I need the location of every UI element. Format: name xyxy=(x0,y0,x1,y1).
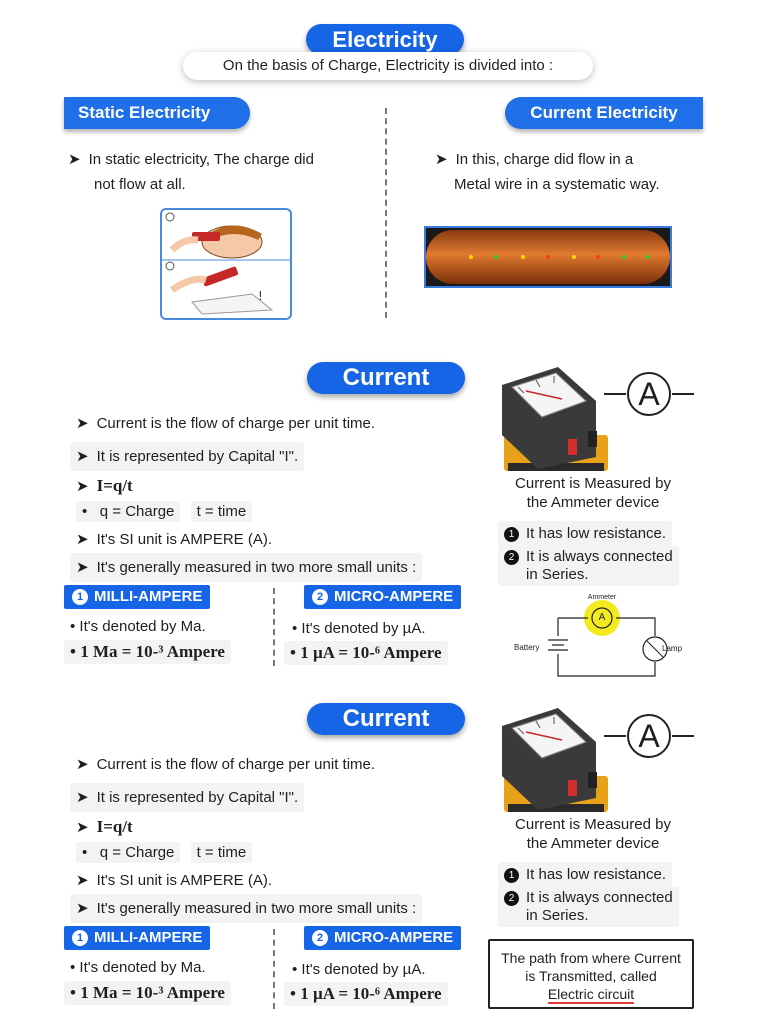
circuit-note-line3: Electric circuit xyxy=(547,986,635,1002)
circuit-note-line1: The path from where Current xyxy=(501,950,681,966)
bullet-flow-2: ➤ Current is the flow of charge per unit time. xyxy=(76,752,375,777)
ammeter-caption-line2: the Ammeter device xyxy=(526,835,660,852)
current-title-2: Current xyxy=(307,703,465,735)
static-desc-line1: ➤ In static electricity, The charge did xyxy=(68,147,368,172)
static-desc xyxy=(68,147,368,197)
circuit-note-line2: is Transmitted, called xyxy=(525,968,657,984)
micro-formula-2: • 1 µA = 10-⁶ Ampere xyxy=(284,982,448,1006)
time-def-1: t = time xyxy=(191,501,253,522)
static-electricity-tab: Static Electricity xyxy=(64,97,250,129)
bullet-small-units-1: ➤ It's generally measured in two more small units : xyxy=(70,553,422,582)
number-two-marker: 2 xyxy=(312,589,328,605)
bullet-small-units-2: ➤ It's generally measured in two more small units : xyxy=(70,894,422,923)
ammeter-caption-2 xyxy=(497,815,689,853)
circuit-lamp-label: Lamp xyxy=(662,644,683,653)
electric-circuit-note xyxy=(488,939,694,1009)
micro-denoted-2: • It's denoted by µA. xyxy=(292,961,426,978)
milli-formula-1: • 1 Ma = 10-³ Ampere xyxy=(64,640,231,664)
bullet-formula-2 xyxy=(76,814,133,840)
number-one-marker: 1 xyxy=(72,930,88,946)
milli-denoted-2: • It's denoted by Ma. xyxy=(70,959,206,976)
bullet-represented-1: ➤ It is represented by Capital "I". xyxy=(70,442,304,471)
milli-formula-2: • 1 Ma = 10-³ Ampere xyxy=(64,981,231,1005)
static-desc-line2: not flow at all. xyxy=(94,176,186,193)
ammeter-point2-line2: in Series. xyxy=(526,566,589,583)
milli-denoted-1: • It's denoted by Ma. xyxy=(70,618,206,635)
circuit-ammeter-label: Ammeter xyxy=(587,594,617,601)
page-subtitle: On the basis of Charge, Electricity is divided into : xyxy=(183,52,593,80)
ammeter-point2-line1: 2 It is always connected xyxy=(504,548,673,566)
micro-formula-1: • 1 µA = 10-⁶ Ampere xyxy=(284,641,448,665)
ammeter-symbol-2 xyxy=(604,713,694,759)
bullet-si-unit-2: ➤ It's SI unit is AMPERE (A). xyxy=(76,868,272,893)
micro-ampere-title-1: 2 MICRO-AMPERE xyxy=(304,585,461,609)
current-title-1: Current xyxy=(307,362,465,394)
charge-def-1: • q = Charge xyxy=(76,501,180,522)
marker-two-dark: 2 xyxy=(504,550,519,565)
comb-hair-illustration xyxy=(160,208,292,320)
bullet-flow-1: ➤ Current is the flow of charge per unit time. xyxy=(76,411,375,436)
ammeter-symbol-letter-1: A xyxy=(638,376,660,412)
circuit-battery-label: Battery xyxy=(514,643,540,652)
ammeter-point1-2: 1 It has low resistance. xyxy=(498,862,672,888)
page-title: Electricity xyxy=(306,24,464,55)
bullet-formula-1 xyxy=(76,473,133,499)
ammeter-caption-line2: the Ammeter device xyxy=(526,494,660,511)
ammeter-caption-line1: Current is Measured by xyxy=(515,816,671,833)
bullet-charge-time-2 xyxy=(76,840,252,865)
ammeter-device-illustration-1 xyxy=(498,365,613,475)
ammeter-caption-line1: Current is Measured by xyxy=(515,475,671,492)
units-divider-1 xyxy=(273,588,275,666)
ammeter-point2-1 xyxy=(498,546,679,586)
svg-text:!: ! xyxy=(258,289,263,303)
milli-ampere-title-1: 1 MILLI-AMPERE xyxy=(64,585,210,609)
marker-two-dark: 2 xyxy=(504,891,519,906)
ammeter-point2-line2: in Series. xyxy=(526,907,589,924)
current-desc-line2: Metal wire in a systematic way. xyxy=(454,176,660,193)
bullet-represented-2: ➤ It is represented by Capital "I". xyxy=(70,783,304,812)
micro-denoted-1: • It's denoted by µA. xyxy=(292,620,426,637)
current-desc xyxy=(435,147,755,197)
bullet-charge-time-1 xyxy=(76,499,252,524)
circuit-ammeter-letter: A xyxy=(598,612,606,623)
formula-2: I=q/t xyxy=(96,817,133,836)
circuit-diagram xyxy=(510,590,690,682)
marker-one-dark: 1 xyxy=(504,527,519,542)
number-two-marker: 2 xyxy=(312,930,328,946)
ammeter-symbol-letter-2: A xyxy=(638,718,660,754)
ammeter-point2-2 xyxy=(498,887,679,927)
micro-ampere-title-2: 2 MICRO-AMPERE xyxy=(304,926,461,950)
ammeter-caption-1 xyxy=(497,474,689,512)
ammeter-point1-1: 1 It has low resistance. xyxy=(498,521,672,547)
ammeter-point2-line1: 2 It is always connected xyxy=(504,889,673,907)
ammeter-symbol-1 xyxy=(604,371,694,417)
center-divider xyxy=(385,108,387,318)
number-one-marker: 1 xyxy=(72,589,88,605)
formula-1: I=q/t xyxy=(96,476,133,495)
current-electricity-tab: Current Electricity xyxy=(505,97,703,129)
metal-wire-illustration xyxy=(424,226,672,288)
units-divider-2 xyxy=(273,929,275,1009)
ammeter-device-illustration-2 xyxy=(498,706,613,816)
bullet-si-unit-1: ➤ It's SI unit is AMPERE (A). xyxy=(76,527,272,552)
current-desc-line1: ➤ In this, charge did flow in a xyxy=(435,147,755,172)
charge-def-2: • q = Charge xyxy=(76,842,180,863)
time-def-2: t = time xyxy=(191,842,253,863)
milli-ampere-title-2: 1 MILLI-AMPERE xyxy=(64,926,210,950)
marker-one-dark: 1 xyxy=(504,868,519,883)
